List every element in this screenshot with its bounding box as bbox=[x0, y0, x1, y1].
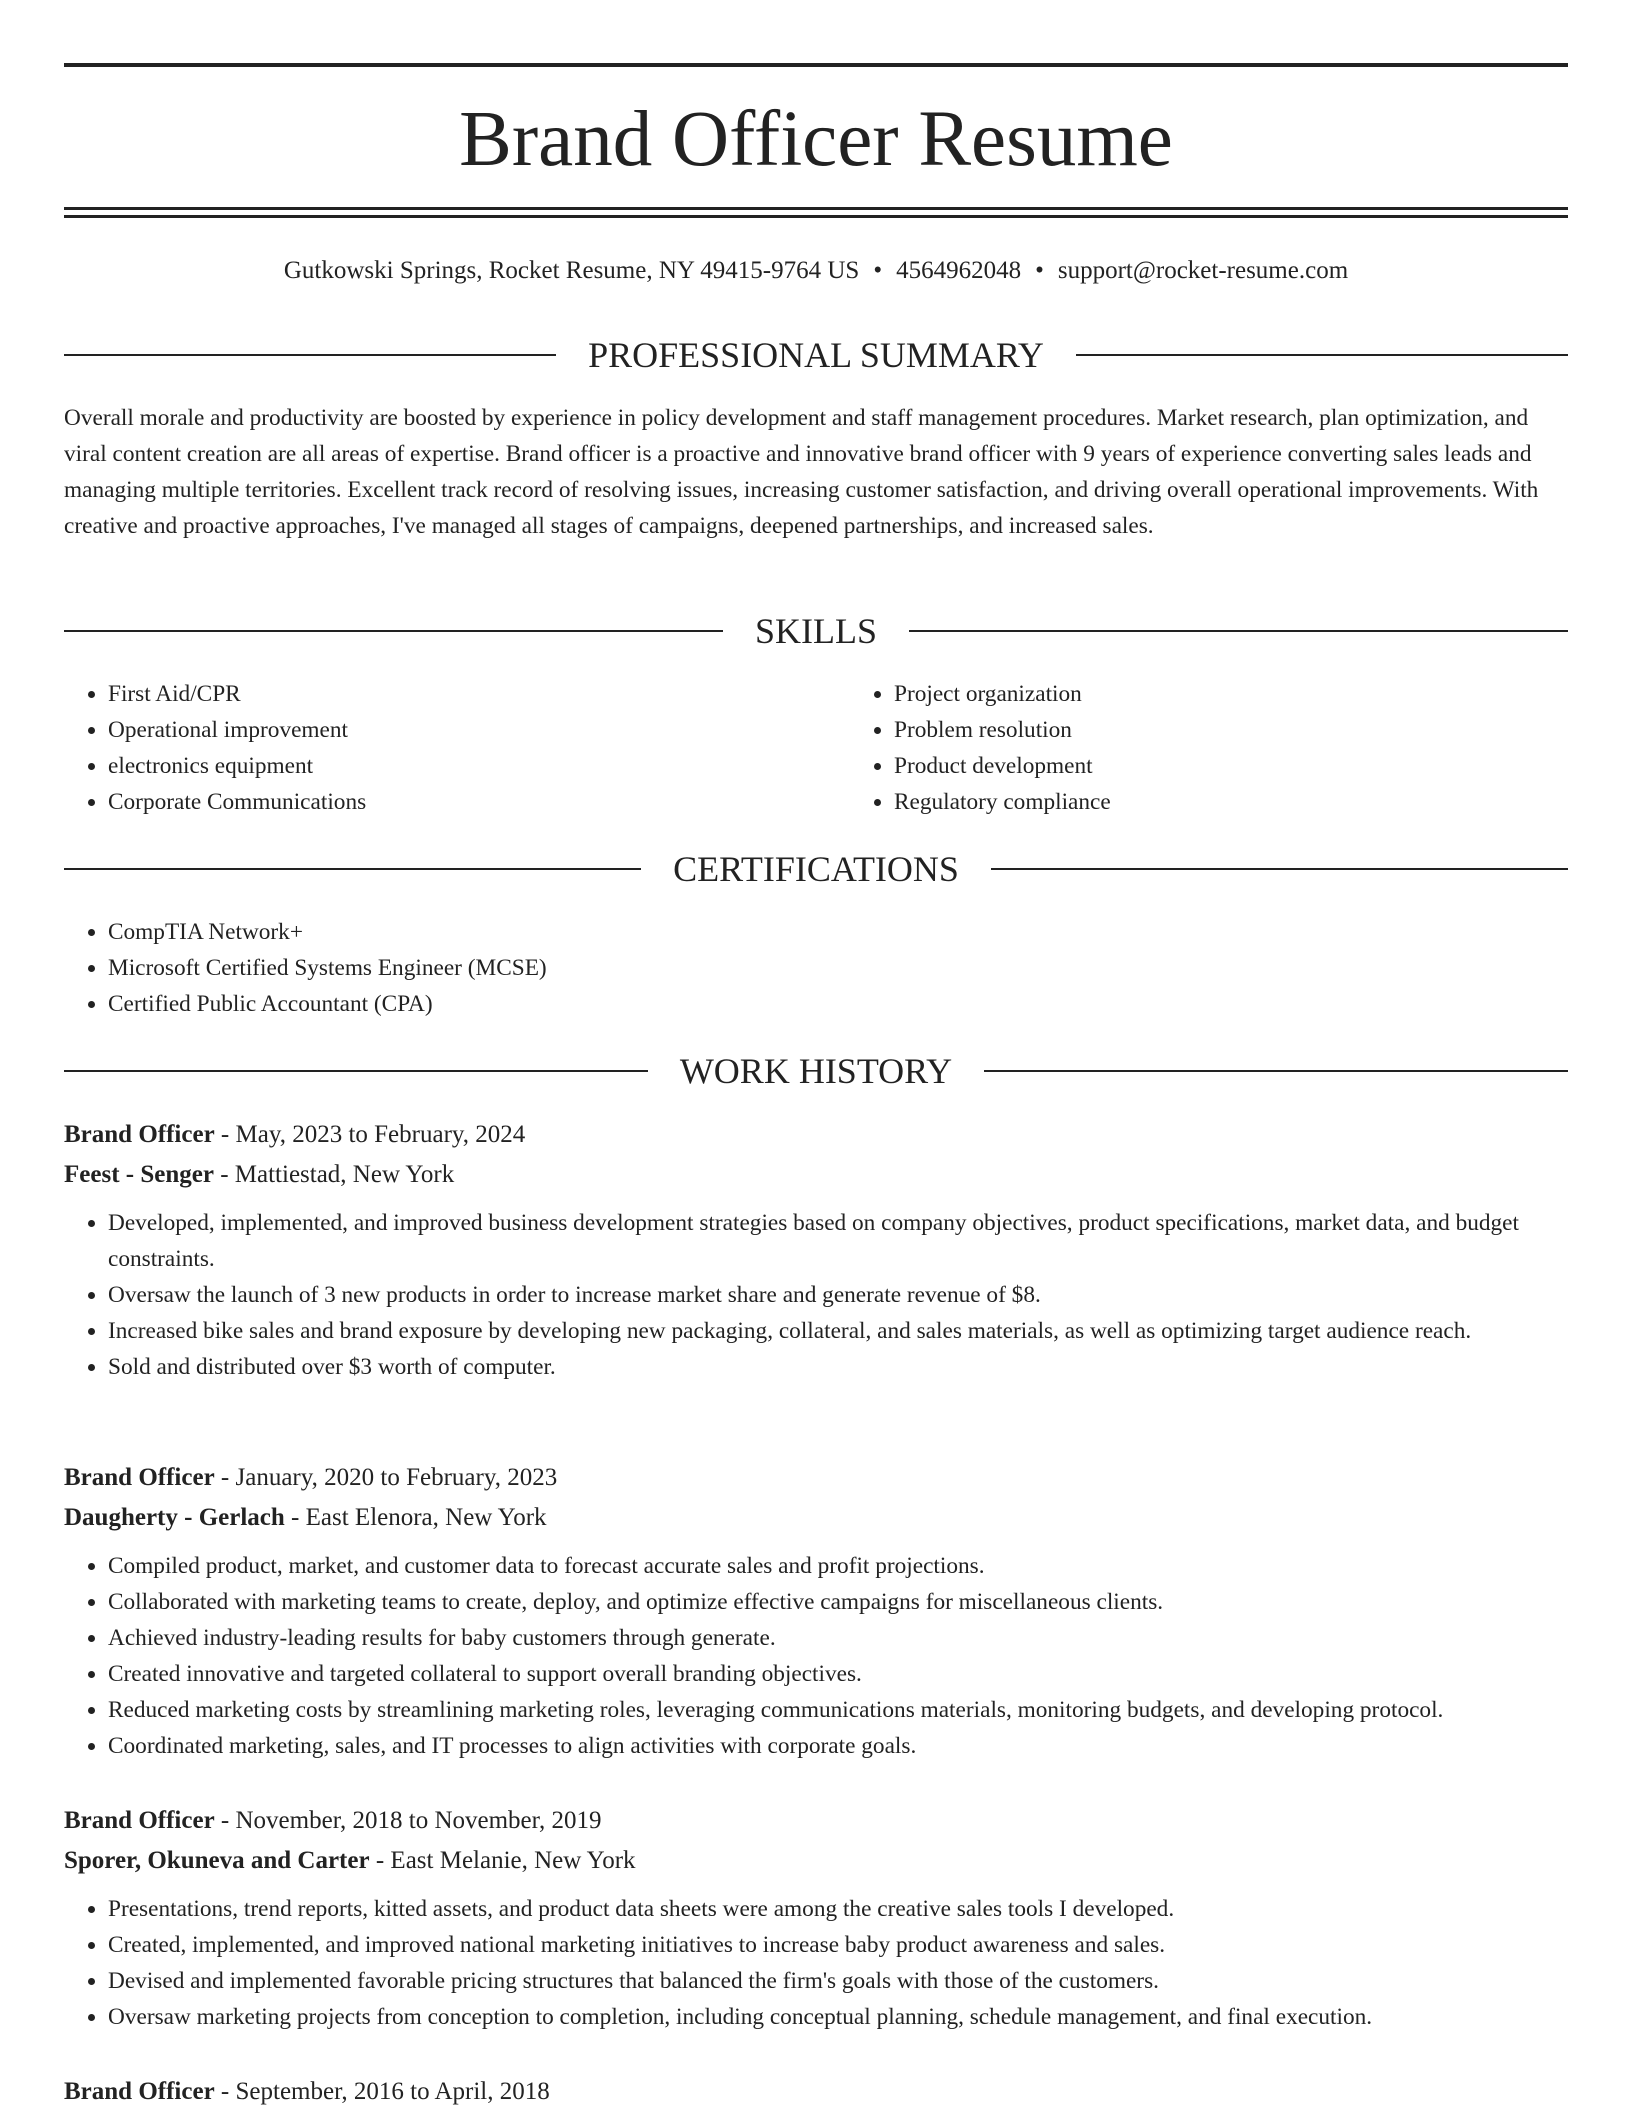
summary-block bbox=[64, 400, 1568, 544]
job-entry bbox=[64, 1115, 1568, 1385]
contact-address: Gutkowski Springs, Rocket Resume, NY 49415-9764 US bbox=[283, 257, 860, 284]
page-title: Brand Officer Resume bbox=[459, 96, 1173, 183]
section-rule bbox=[991, 868, 1568, 870]
section-header-work-history bbox=[64, 1046, 1568, 1096]
section-rule bbox=[64, 1070, 648, 1072]
section-rule bbox=[909, 630, 1568, 632]
skills-list bbox=[64, 676, 1568, 820]
job-bullet: • Achieved industry-leading results for baby customers through generate. bbox=[108, 1620, 1568, 1656]
certifications-block bbox=[64, 914, 1568, 1022]
job-title-line: Brand Officer - November, 2018 to November, 2019 bbox=[64, 1807, 602, 1834]
certification-item: • Microsoft Certified Systems Engineer (MCSE) bbox=[108, 950, 1568, 986]
contact-phone: 4564962048 bbox=[896, 257, 1022, 284]
job-entry bbox=[64, 2072, 1568, 2112]
job-bullet: • Oversaw marketing projects from conception to completion, including conceptual planning, schedule management, and final execution. bbox=[108, 1999, 1568, 2035]
summary-text: Overall morale and productivity are boosted by experience in policy development and staff management procedures. Market research, plan optimization, and viral content creation are all areas of expertise. Brand officer is a proactive and innovative brand officer with 9 years of experience converting sales leads and managing multiple territories. Excellent track record of resolving issues, increasing customer satisfaction, and driving overall operational improvements. With creative and proactive approaches, I've managed all stages of campaigns, deepened partnerships, and increased sales. bbox=[64, 405, 1539, 539]
section-rule bbox=[64, 630, 723, 632]
job-dates: September, 2016 to April, 2018 bbox=[235, 2078, 550, 2105]
skill-item: • Problem resolution bbox=[894, 712, 1632, 748]
job-title: Brand Officer bbox=[64, 1807, 215, 1834]
job-title: Brand Officer bbox=[64, 1121, 215, 1148]
job-company: Feest - Senger bbox=[64, 1161, 214, 1188]
section-rule bbox=[984, 1070, 1568, 1072]
job-bullet: • Created innovative and targeted collateral to support overall branding objectives. bbox=[108, 1656, 1568, 1692]
section-header-skills bbox=[64, 606, 1568, 656]
job-entry bbox=[64, 1458, 1568, 1764]
contact-email: support@rocket-resume.com bbox=[1057, 257, 1349, 284]
job-dates: January, 2020 to February, 2023 bbox=[235, 1464, 558, 1491]
job-title-line: Brand Officer - September, 2016 to April, 2018 bbox=[64, 2078, 550, 2105]
job-bullet: • Collaborated with marketing teams to create, deploy, and optimize effective campaigns for miscellaneous clients. bbox=[108, 1584, 1568, 1620]
job-bullets bbox=[64, 1548, 1568, 1764]
job-bullet: • Devised and implemented favorable pricing structures that balanced the firm's goals with those of the customers. bbox=[108, 1963, 1568, 1999]
section-rule bbox=[1076, 354, 1568, 356]
job-bullet: • Reduced marketing costs by streamlining marketing roles, leveraging communications materials, monitoring budgets, and developing protocol. bbox=[108, 1692, 1568, 1728]
job-company-line: Feest - Senger - Mattiestad, New York bbox=[64, 1161, 455, 1188]
job-title-line: Brand Officer - January, 2020 to February, 2023 bbox=[64, 1464, 558, 1491]
section-rule bbox=[64, 354, 556, 356]
skill-item: • Product development bbox=[894, 748, 1632, 784]
job-bullet: • Developed, implemented, and improved business development strategies based on company objectives, product specifications, market data, and budget constraints. bbox=[108, 1205, 1568, 1277]
skill-item: • First Aid/CPR bbox=[108, 676, 850, 712]
job-location: East Melanie, New York bbox=[390, 1847, 636, 1874]
job-title: Brand Officer bbox=[64, 2078, 215, 2105]
job-dates: May, 2023 to February, 2024 bbox=[235, 1121, 526, 1148]
job-bullet: • Compiled product, market, and customer data to forecast accurate sales and profit projections. bbox=[108, 1548, 1568, 1584]
job-location: East Elenora, New York bbox=[305, 1504, 547, 1531]
job-dates: November, 2018 to November, 2019 bbox=[235, 1807, 602, 1834]
job-company-line: Daugherty - Gerlach - East Elenora, New York bbox=[64, 1504, 547, 1531]
contact-separator: • bbox=[873, 257, 883, 284]
header-top-rule bbox=[64, 63, 1568, 67]
certifications-list bbox=[64, 914, 1568, 1022]
job-entry bbox=[64, 1801, 1568, 2035]
skills-column-right bbox=[850, 676, 1632, 820]
skills-column-left bbox=[64, 676, 850, 820]
section-header-certifications bbox=[64, 844, 1568, 894]
section-header-summary bbox=[64, 330, 1568, 380]
section-title: CERTIFICATIONS bbox=[673, 849, 959, 889]
certification-item: • CompTIA Network+ bbox=[108, 914, 1568, 950]
skill-item: • Corporate Communications bbox=[108, 784, 850, 820]
job-title-line: Brand Officer - May, 2023 to February, 2024 bbox=[64, 1121, 526, 1148]
job-bullet: • Increased bike sales and brand exposure by developing new packaging, collateral, and sales materials, as well as optimizing target audience reach. bbox=[108, 1313, 1568, 1349]
skill-item: • electronics equipment bbox=[108, 748, 850, 784]
header-double-rule-upper bbox=[64, 207, 1568, 210]
skill-item: • Operational improvement bbox=[108, 712, 850, 748]
job-company: Daugherty - Gerlach bbox=[64, 1504, 285, 1531]
job-location: Mattiestad, New York bbox=[234, 1161, 455, 1188]
header-double-rule-lower bbox=[64, 215, 1568, 218]
skill-item: • Regulatory compliance bbox=[894, 784, 1632, 820]
job-bullets bbox=[64, 1891, 1568, 2035]
job-bullet: • Oversaw the launch of 3 new products in order to increase market share and generate revenue of $8. bbox=[108, 1277, 1568, 1313]
contact-line bbox=[64, 255, 1568, 287]
certification-item: • Certified Public Accountant (CPA) bbox=[108, 986, 1568, 1022]
section-rule bbox=[64, 868, 641, 870]
section-title: WORK HISTORY bbox=[679, 1051, 953, 1091]
job-bullets bbox=[64, 1205, 1568, 1385]
job-bullet: • Sold and distributed over $3 worth of computer. bbox=[108, 1349, 1568, 1385]
contact-separator: • bbox=[1035, 257, 1044, 284]
job-bullet: • Presentations, trend reports, kitted assets, and product data sheets were among the creative sales tools I developed. bbox=[108, 1891, 1568, 1927]
skill-item: • Project organization bbox=[894, 676, 1632, 712]
job-company: Sporer, Okuneva and Carter bbox=[64, 1847, 370, 1874]
job-bullet: • Created, implemented, and improved national marketing initiatives to increase baby product awareness and sales. bbox=[108, 1927, 1568, 1963]
section-title: PROFESSIONAL SUMMARY bbox=[588, 335, 1044, 375]
section-title: SKILLS bbox=[755, 611, 878, 651]
job-bullet: • Coordinated marketing, sales, and IT processes to align activities with corporate goals. bbox=[108, 1728, 1568, 1764]
job-title: Brand Officer bbox=[64, 1464, 215, 1491]
job-company-line: Sporer, Okuneva and Carter - East Melanie, New York bbox=[64, 1847, 636, 1874]
